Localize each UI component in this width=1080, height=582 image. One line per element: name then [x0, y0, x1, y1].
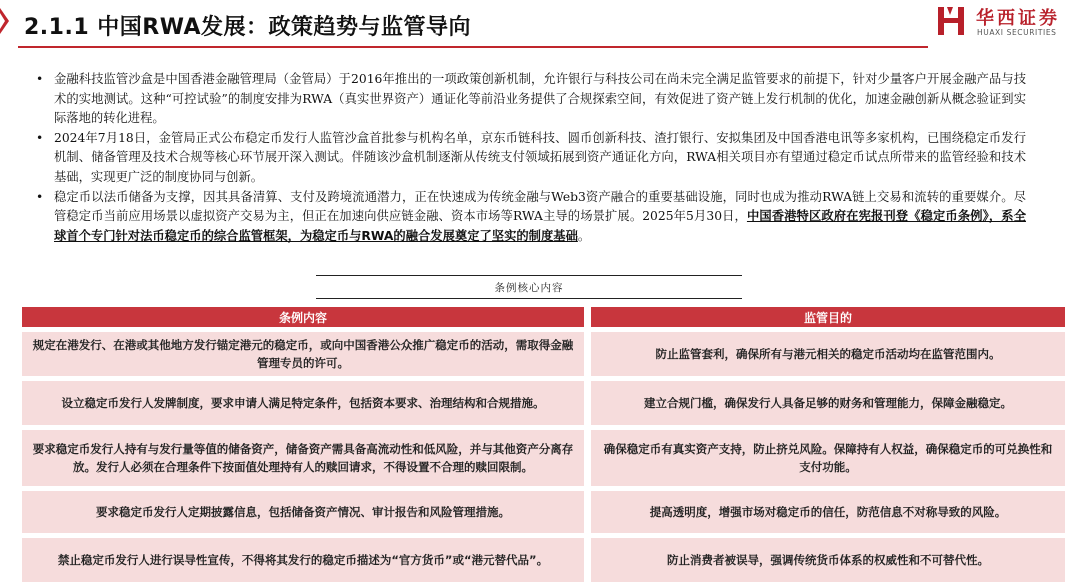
company-logo — [934, 2, 1076, 42]
caption-rule-bottom — [316, 298, 742, 299]
cell-content: 要求稳定币发行人持有与发行量等值的储备资产，储备资产需具备高流动性和低风险，并与其他资产分离存放。发行人必须在合理条件下按面值处理持有人的赎回请求，不得设置不合理的赎回限制。 — [22, 430, 584, 486]
cell-purpose: 防止消费者被误导，强调传统货币体系的权威性和不可替代性。 — [591, 538, 1065, 582]
bullet-text: 2024年7月18日，金管局正式公布稳定币发行人监管沙盒首批参与机构名单，京东币链科技、圆币创新科技、渣打银行、安拟集团及中国香港电讯等多家机构，已围绕稳定币发行机制、储备管理及技术合规等核心环节展开深入测试。伴随该沙盒机制逐渐从传统支付领域拓展到资产通证化方向，RWA相关项目亦有望通过稳定币试点所带来的监管经验和技术基础，实现更广泛的制度协同与创新。 — [54, 130, 1026, 184]
cell-content: 规定在港发行、在港或其他地方发行锚定港元的稳定币，或向中国香港公众推广稳定币的活动，需取得金融管理专员的许可。 — [22, 332, 584, 376]
bullet-text: 稳定币以法币储备为支撑，因其具备清算、支付及跨境流通潜力，正在快速成为传统金融与Web3资产融合的重要基础设施，同时也成为推动RWA链上交易和流转的重要媒介。尽管稳定币当前应用场景以虚拟资产交易为主，但正在加速向供应链金融、资本市场等RWA主导的场景扩展。2025年5月30日， — [54, 189, 1026, 224]
cell-purpose: 提高透明度，增强市场对稳定币的信任，防范信息不对称导致的风险。 — [591, 491, 1065, 533]
cell-content: 禁止稳定币发行人进行误导性宣传，不得将其发行的稳定币描述为“官方货币”或“港元替代品”。 — [22, 538, 584, 582]
bullet-text: 金融科技监管沙盒是中国香港金融管理局（金管局）于2016年推出的一项政策创新机制，允许银行与科技公司在尚未完全满足监管要求的前提下，针对少量客户开展金融产品与技术的实地测试。这种“可控试验”的制度安排为RWA（真实世界资产）通证化等前沿业务提供了合规探索空间，有效促进了资产链上发行机制的优化，加速金融创新从概念验证到实际落地的转化进程。 — [54, 72, 1026, 126]
table-row — [22, 491, 1065, 533]
cell-content: 设立稳定币发行人发牌制度，要求申请人满足特定条件，包括资本要求、治理结构和合规措施。 — [22, 381, 584, 425]
bullet-dot-icon: • — [36, 130, 44, 145]
cell-purpose: 确保稳定币有真实资产支持，防止挤兑风险。保障持有人权益，确保稳定币的可兑换性和支付功能。 — [591, 430, 1065, 486]
caption-rule-top — [316, 275, 742, 276]
table-row — [22, 332, 1065, 376]
bullet-dot-icon: • — [36, 72, 44, 86]
table-row — [22, 430, 1065, 486]
table-row — [22, 381, 1065, 425]
header-arrow-inner — [0, 13, 5, 29]
cell-purpose: 建立合规门槛，确保发行人具备足够的财务和管理能力，保障金融稳定。 — [591, 381, 1065, 425]
bullet-item — [36, 188, 1026, 247]
header-cell-content: 条例内容 — [22, 307, 584, 327]
cell-content: 要求稳定币发行人定期披露信息，包括储备资产情况、审计报告和风险管理措施。 — [22, 491, 584, 533]
bullet-dot-icon: • — [36, 189, 44, 204]
regulation-table — [22, 307, 1065, 582]
bullet-item — [36, 129, 1026, 188]
logo-text-en: HUAXI SECURITIES — [977, 28, 1057, 37]
title-divider — [18, 46, 928, 48]
table-row — [22, 538, 1065, 582]
page-title: 2.1.1 中国RWA发展：政策趋势与监管导向 — [24, 15, 472, 40]
huaxi-logo-icon — [936, 4, 970, 38]
cell-purpose: 防止监管套利，确保所有与港元相关的稳定币活动均在监管范围内。 — [591, 332, 1065, 376]
logo-text-cn: 华西证券 — [976, 8, 1060, 29]
bullet-item — [36, 70, 1026, 129]
table-header-row — [22, 307, 1065, 327]
table-caption: 条例核心内容 — [494, 282, 564, 294]
bullet-list — [36, 70, 1026, 246]
bullet-tail: 。 — [577, 228, 591, 243]
bullet-highlight: 中国香港特区政府在宪报刊登《稳定币条例》，系全球首个专门针对法币稳定币的综合监管框架，为稳定币与RWA的融合发展奠定了坚实的制度基础 — [54, 209, 1026, 243]
header-cell-purpose: 监管目的 — [591, 307, 1065, 327]
